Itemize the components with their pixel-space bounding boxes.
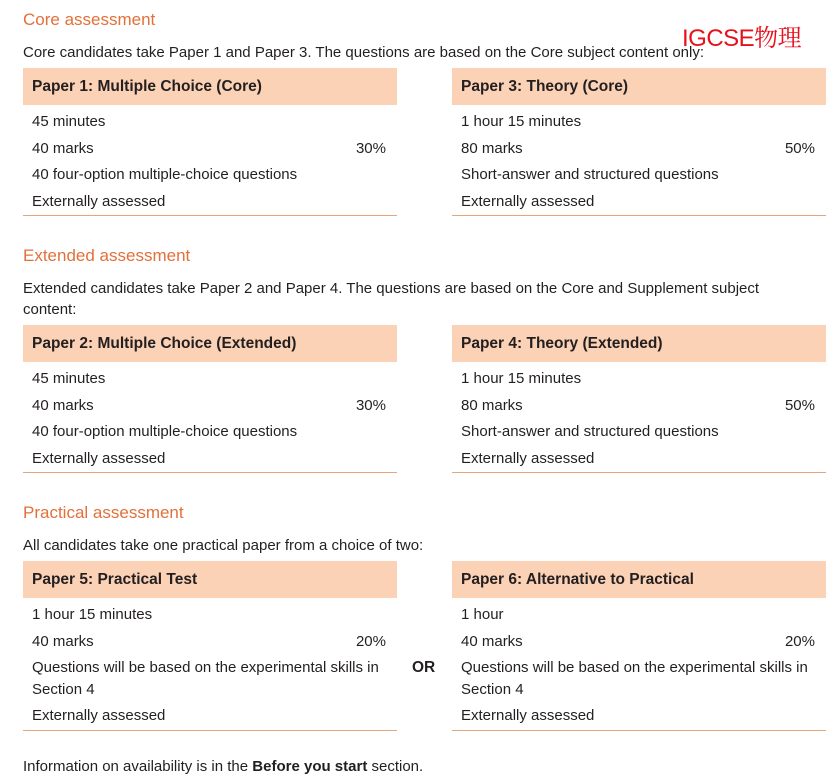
paper-2-assessed: Externally assessed (32, 449, 166, 467)
paper-3-type: Short-answer and structured questions (461, 166, 719, 183)
paper-4-duration: 1 hour 15 minutes (461, 370, 582, 387)
paper-5-box (23, 561, 397, 731)
paper-6-assessed: Externally assessed (461, 707, 595, 724)
paper-3-marks: 80 marks (461, 139, 523, 157)
paper-5-type: Questions will be based on the experimental skills in Section 4 (32, 659, 379, 698)
paper-3-box (452, 68, 826, 216)
paper-1-type: 40 four-option multiple-choice questions (32, 166, 298, 183)
paper-1-header: Paper 1: Multiple Choice (Core) (23, 68, 397, 105)
paper-4-marks: 80 marks (461, 396, 523, 414)
paper-4-weight: 50% (784, 396, 815, 414)
paper-5-duration: 1 hour 15 minutes (32, 606, 153, 623)
footer-suffix: section. (367, 758, 424, 775)
paper-3-assessed: Externally assessed (461, 192, 595, 210)
paper-2-weight: 30% (355, 396, 386, 414)
paper-4-type: Short-answer and structured questions (461, 423, 719, 440)
paper-2-type: 40 four-option multiple-choice questions (32, 423, 298, 440)
paper-5-assessed: Externally assessed (32, 707, 166, 724)
footer-note (23, 758, 423, 775)
paper-1-marks: 40 marks (32, 139, 94, 157)
paper-2-duration: 45 minutes (32, 370, 106, 387)
paper-4-header: Paper 4: Theory (Extended) (452, 325, 826, 362)
paper-4-box (452, 325, 826, 473)
footer-prefix: Information on availability is in the (23, 758, 253, 775)
paper-6-header: Paper 6: Alternative to Practical (452, 561, 826, 598)
core-intro: Core candidates take Paper 1 and Paper 3. The questions are based on the Core subject content only: (23, 44, 704, 61)
paper-6-duration: 1 hour (461, 606, 504, 623)
paper-1-box (23, 68, 397, 216)
core-assessment-heading: Core assessment (23, 10, 156, 29)
paper-5-header: Paper 5: Practical Test (23, 561, 397, 598)
extended-assessment-heading: Extended assessment (23, 246, 191, 265)
paper-5-marks: 40 marks (32, 632, 94, 650)
paper-6-box (452, 561, 826, 731)
paper-6-type: Questions will be based on the experimental skills in Section 4 (461, 659, 808, 698)
paper-6-weight: 20% (784, 632, 815, 650)
or-label: OR (412, 659, 436, 676)
paper-4-assessed: Externally assessed (461, 449, 595, 467)
paper-3-header: Paper 3: Theory (Core) (452, 68, 826, 105)
paper-6-marks: 40 marks (461, 632, 523, 650)
paper-5-weight: 20% (355, 632, 386, 650)
footer-bold-link-text: Before you start (252, 758, 368, 775)
extended-intro: Extended candidates take Paper 2 and Paper 4. The questions are based on the Core and Supplement subject content: (23, 280, 760, 318)
watermark-text: IGCSE物理 (682, 25, 802, 52)
paper-1-weight: 30% (355, 139, 386, 157)
paper-3-weight: 50% (784, 139, 815, 157)
paper-2-header: Paper 2: Multiple Choice (Extended) (23, 325, 397, 362)
practical-intro: All candidates take one practical paper from a choice of two: (23, 537, 424, 554)
practical-assessment-heading: Practical assessment (23, 503, 184, 522)
paper-1-assessed: Externally assessed (32, 192, 166, 210)
paper-1-duration: 45 minutes (32, 113, 106, 130)
paper-2-marks: 40 marks (32, 396, 94, 414)
paper-2-box (23, 325, 397, 473)
paper-3-duration: 1 hour 15 minutes (461, 113, 582, 130)
